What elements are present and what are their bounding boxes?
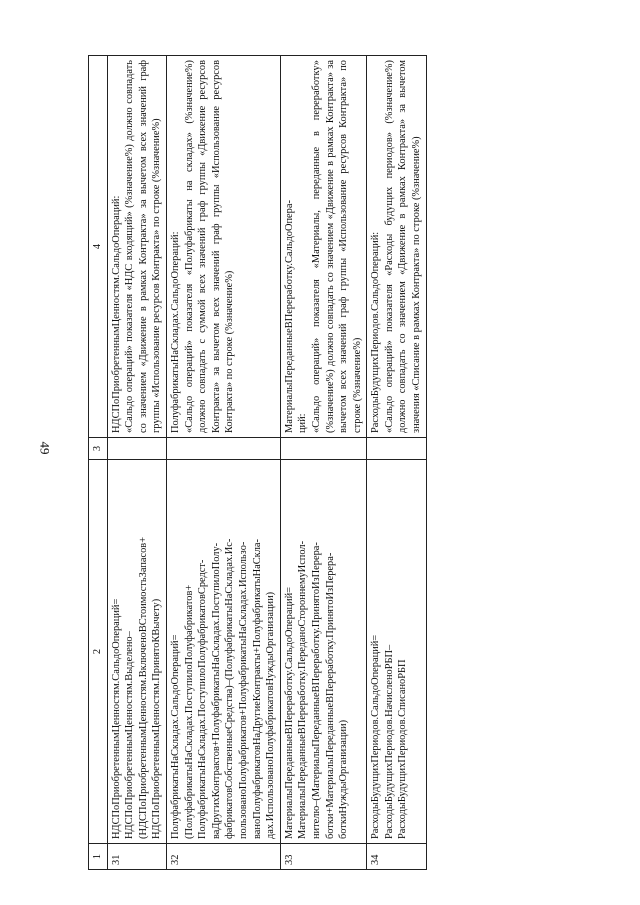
formula-line: ваноПолуфабрикатовНаДругиеКонтракты+ПолуфабрикатыНаСкла- bbox=[251, 539, 263, 839]
formula-line: МатериалыПереданныеВПереработку.СальдоОпераций= bbox=[283, 586, 295, 839]
message-cell bbox=[166, 56, 280, 438]
row-number: 34 bbox=[367, 844, 426, 870]
formula-cell bbox=[367, 460, 426, 844]
table-row bbox=[280, 56, 367, 870]
message-line: МатериалыПереданныеВПереработку.СальдоОпера- bbox=[283, 200, 295, 433]
message-line: «Сальдо операций» показателя «Материалы, переданные в переработку» (%значение%) должно совпадать со значением «Движение в рамках Контракта» за вычетом всех значений граф группы «Использование ресурсов Контракта» по строке (%значение%) bbox=[310, 60, 363, 433]
formula-line: ваДругихКонтрактов+ПолуфабрикатыНаСкладах.ПоступилоПолу- bbox=[210, 542, 222, 839]
formula-line: РасходыБудущихПериодов.НачисленоРБП– bbox=[383, 644, 395, 839]
formula-cell bbox=[280, 460, 367, 844]
empty-cell bbox=[166, 438, 280, 460]
formula-line: НДСПоПриобретеннымЦенностям.СальдоОпераций= bbox=[110, 598, 122, 839]
table-row bbox=[166, 56, 280, 870]
formula-line: НДСПоПриобретеннымЦенностям.Выделено– bbox=[124, 631, 136, 839]
formula-line: боткиНуждыОрганизации) bbox=[338, 719, 350, 839]
empty-cell bbox=[280, 438, 367, 460]
formula-cell bbox=[166, 460, 280, 844]
empty-cell bbox=[107, 438, 166, 460]
header-col-1: 1 bbox=[89, 844, 108, 870]
row-number: 33 bbox=[280, 844, 367, 870]
header-col-2: 2 bbox=[89, 460, 108, 844]
table-row bbox=[107, 56, 166, 870]
header-col-4: 4 bbox=[89, 56, 108, 438]
formula-line: ботки+МатериалыПереданныеВПереработку.ПринятоИзПерера- bbox=[324, 552, 336, 839]
formula-line: пользованоПолуфабрикатов+ПолуфабрикатыНаСкладах.Использо- bbox=[237, 541, 249, 839]
message-line: НДСПоПриобретеннымЦенностям.СальдоОпераций: bbox=[110, 195, 122, 433]
rotated-table-container bbox=[88, 56, 532, 870]
formula-line: МатериалыПереданныеВПереработку.ПереданоСтороннемуИспол- bbox=[297, 540, 309, 839]
message-cell bbox=[280, 56, 367, 438]
message-line: ПолуфабрикатыНаСкладах.СальдоОпераций: bbox=[169, 231, 181, 433]
row-number: 31 bbox=[107, 844, 166, 870]
formula-line: ПолуфабрикатыНаСкладах.СальдоОпераций= bbox=[169, 634, 181, 839]
formula-cell bbox=[107, 460, 166, 844]
header-col-3: 3 bbox=[89, 438, 108, 460]
header-row bbox=[89, 56, 108, 870]
validation-rules-table bbox=[88, 55, 427, 870]
formula-line: ПолуфабрикатыНаСкладах.ПоступилоПолуфабрикатовСредст- bbox=[197, 559, 209, 839]
message-line: ций: bbox=[297, 413, 309, 433]
empty-cell bbox=[367, 438, 426, 460]
message-line: «Сальдо операций» показателя «Полуфабрикаты на складах» (%значение%) должно совпадать с суммой всех значений граф группы «Движение ресурсов Контракта» за вычетом всех значений граф группы «Использование ресурсов Контракта» по строке (%значение%) bbox=[183, 60, 236, 433]
formula-line: РасходыБудущихПериодов.СписаноРБП bbox=[397, 659, 409, 839]
formula-line: нителю–(МатериалыПереданныеВПереработку.ПринятоИзПерера- bbox=[310, 542, 322, 839]
formula-line: фабрикатовСобственныеСредства)–(ПолуфабрикатыНаСкладах.Ис- bbox=[224, 538, 236, 839]
message-line: «Сальдо операций» показателя «Расходы будущих периодов» (%значение%) должно совпадать со значением «Движение в рамках Контракта» за вычетом значения «Списание в рамках Контракта» по строке (%значение%) bbox=[383, 60, 423, 433]
formula-line: (НДСПоПриобретеннымЦенностям.ВключеноВСтоимостьЗапасов+ bbox=[137, 536, 149, 839]
message-line: «Сальдо операций» показателя «НДС входящий» (%значение%) должно совпадать со значением «Движение в рамках Контракта» за вычетом всех значений граф группы «Использование ресурсов Контракта» по строке (%значение%) bbox=[124, 60, 163, 433]
formula-line: НДСПоПриобретеннымЦенностям.ПринятоКВычету) bbox=[151, 598, 163, 839]
table-row bbox=[367, 56, 426, 870]
formula-line: (ПолуфабрикатыНаСкладах.ПоступилоПолуфабрикатов+ bbox=[183, 584, 195, 839]
row-number: 32 bbox=[166, 844, 280, 870]
message-cell bbox=[367, 56, 426, 438]
message-line: РасходыБудущихПериодов.СальдоОпераций: bbox=[370, 231, 382, 433]
formula-line: дах.ИспользованоПолуфабрикатовНуждыОрганизации) bbox=[265, 591, 277, 839]
page-number: 49 bbox=[37, 441, 53, 455]
formula-line: РасходыБудущихПериодов.СальдоОпераций= bbox=[370, 634, 382, 839]
message-cell bbox=[107, 56, 166, 438]
